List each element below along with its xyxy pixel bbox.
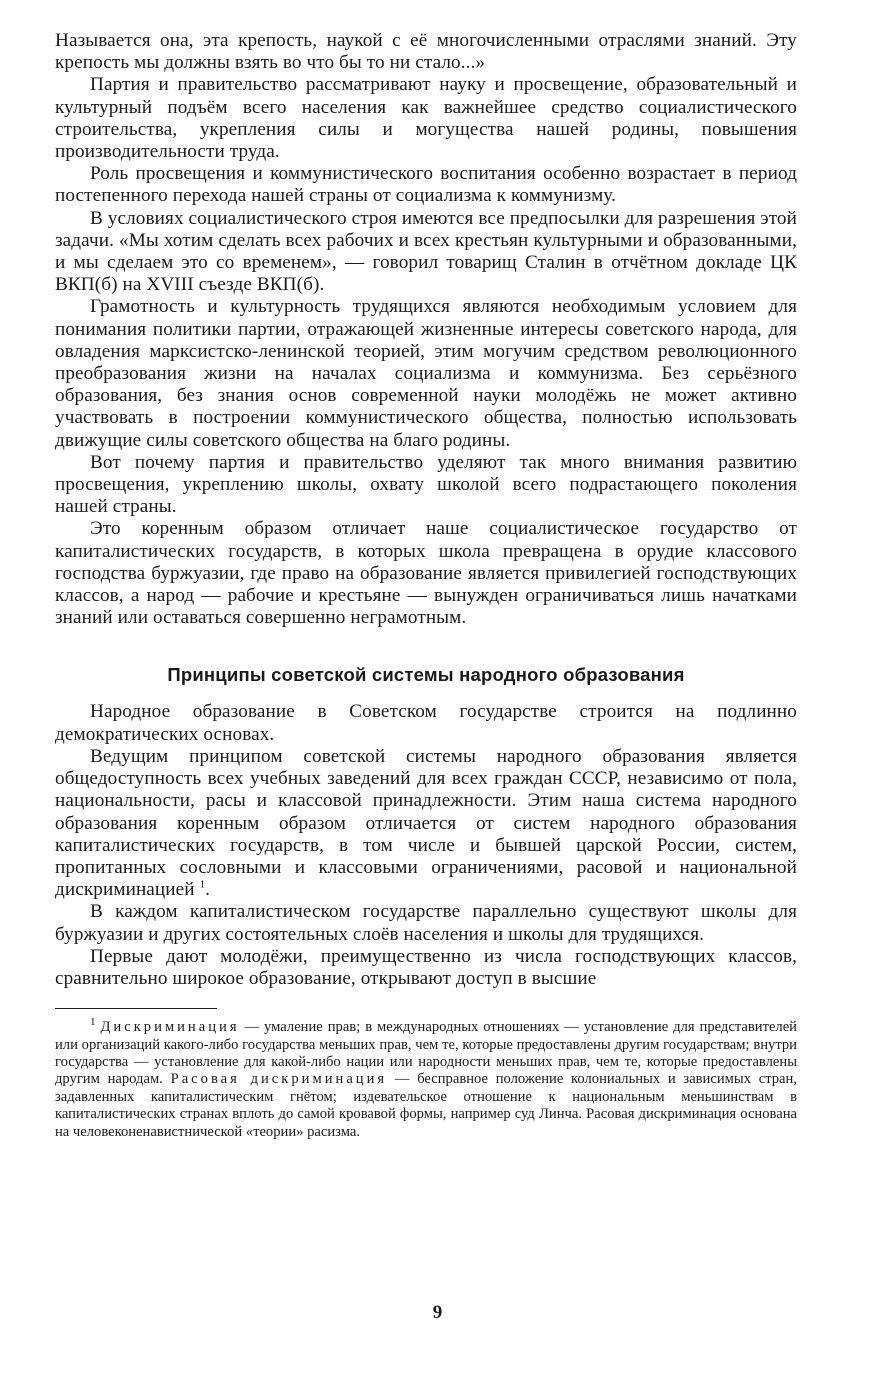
- paragraph: Первые дают молодёжи, преимущественно из числа господствующих классов, сравнительно широкое образование, открывают доступ в высшие: [55, 945, 797, 989]
- section-heading: Принципы советской системы народного образования: [167, 664, 685, 686]
- footnote-reference[interactable]: 1: [199, 878, 206, 891]
- footnote-text: — бесправное положение колониальных и зависимых стран, задавленных капиталистическим гнётом; издевательское отношение к национальным меньшинствам в капиталистических странах вплоть до самой кровавой формы, например суд Линча. Расовая дискриминация основана на человеконенавистнической «теории» расизма.: [55, 1071, 797, 1140]
- footnote-text: — умаление прав; в международных отношениях — установление для представителей или организаций какого-либо государства меньших прав, чем те, которые предоставлены другим государствам; внутри государства — установление для какой-либо нации или народности меньших прав, чем те, которые предоставлены другим народам.: [55, 1019, 797, 1088]
- paragraph: Народное образование в Советском государстве строится на подлинно демократических основах.: [55, 701, 797, 745]
- paragraph: Вот почему партия и правительство уделяют так много внимания развитию просвещения, укреплению школы, охвату школой всего подрастающего поколения нашей страны.: [55, 451, 797, 518]
- paragraph-continued: Называется она, эта крепость, наукой с её многочисленными отраслями знаний. Эту крепость мы должны взять во что бы то ни стало...»: [55, 30, 797, 74]
- paragraph: Партия и правительство рассматривают науку и просвещение, образовательный и культурный подъём всего населения как важнейшее средство социалистического строительства, укрепления силы и могущества нашей родины, повышения производительности труда.: [55, 74, 797, 163]
- paragraph-text: Ведущим принципом советской системы народного образования является общедоступность всех учебных заведений для всех граждан СССР, независимо от пола, национальности, расы и классовой принадлежности. Этим наша система народного образования коренным образом отличается от систем народного образования капиталистических государств, в том числе и бывшей царской России, систем, пропитанных сословными и классовыми ограничениями, расовой и национальной дискриминацией: [55, 745, 797, 901]
- paragraph: В каждом капиталистическом государстве параллельно существуют школы для буржуазии и других состоятельных слоёв населения и школы для трудящихся.: [55, 901, 797, 945]
- body-text-section: [55, 701, 797, 990]
- paragraph: Роль просвещения и коммунистического воспитания особенно возрастает в период постепенного перехода нашей страны от социализма к коммунизму.: [55, 163, 797, 207]
- paragraph-with-footnote-ref: [55, 746, 797, 901]
- paragraph: Грамотность и культурность трудящихся являются необходимым условием для понимания политики партии, отражающей жизненные интересы советского народа, для овладения марксистско-ленинской теорией, этим могучим средством революционного преобразования жизни на началах социализма и коммунизма. Без серьёзного образования, без знания основ современной науки молодёжь не может активно участвовать в построении коммунистического общества, полностью использовать движущие силы советского общества на благо родины.: [55, 296, 797, 451]
- footnote-divider: [55, 1008, 217, 1009]
- paragraph-end: .: [205, 879, 211, 901]
- footnote-term: Расовая дискриминация: [170, 1071, 388, 1088]
- footnote-term: Дискриминация: [100, 1019, 240, 1036]
- body-text-top: [55, 30, 797, 629]
- footnote: [55, 1016, 797, 1141]
- book-page: [55, 30, 797, 1141]
- footnotes: [55, 1016, 797, 1141]
- paragraph: В условиях социалистического строя имеются все предпосылки для разрешения этой задачи. «Мы хотим сделать всех рабочих и всех крестьян культурными и образованными, и мы сделаем это со временем», — говорил товарищ Сталин в отчётном докладе ЦК ВКП(б) на XVIII съезде ВКП(б).: [55, 207, 797, 296]
- paragraph: Это коренным образом отличает наше социалистическое государство от капиталистических государств, в которых школа превращена в орудие классового господства буржуазии, где право на образование является привилегией господствующих классов, а народ — рабочие и крестьяне — вынужден ограничиваться лишь начатками знаний или оставаться совершенно неграмотным.: [55, 518, 797, 629]
- page-number: 9: [432, 1302, 443, 1323]
- footnote-marker: 1: [90, 1016, 96, 1029]
